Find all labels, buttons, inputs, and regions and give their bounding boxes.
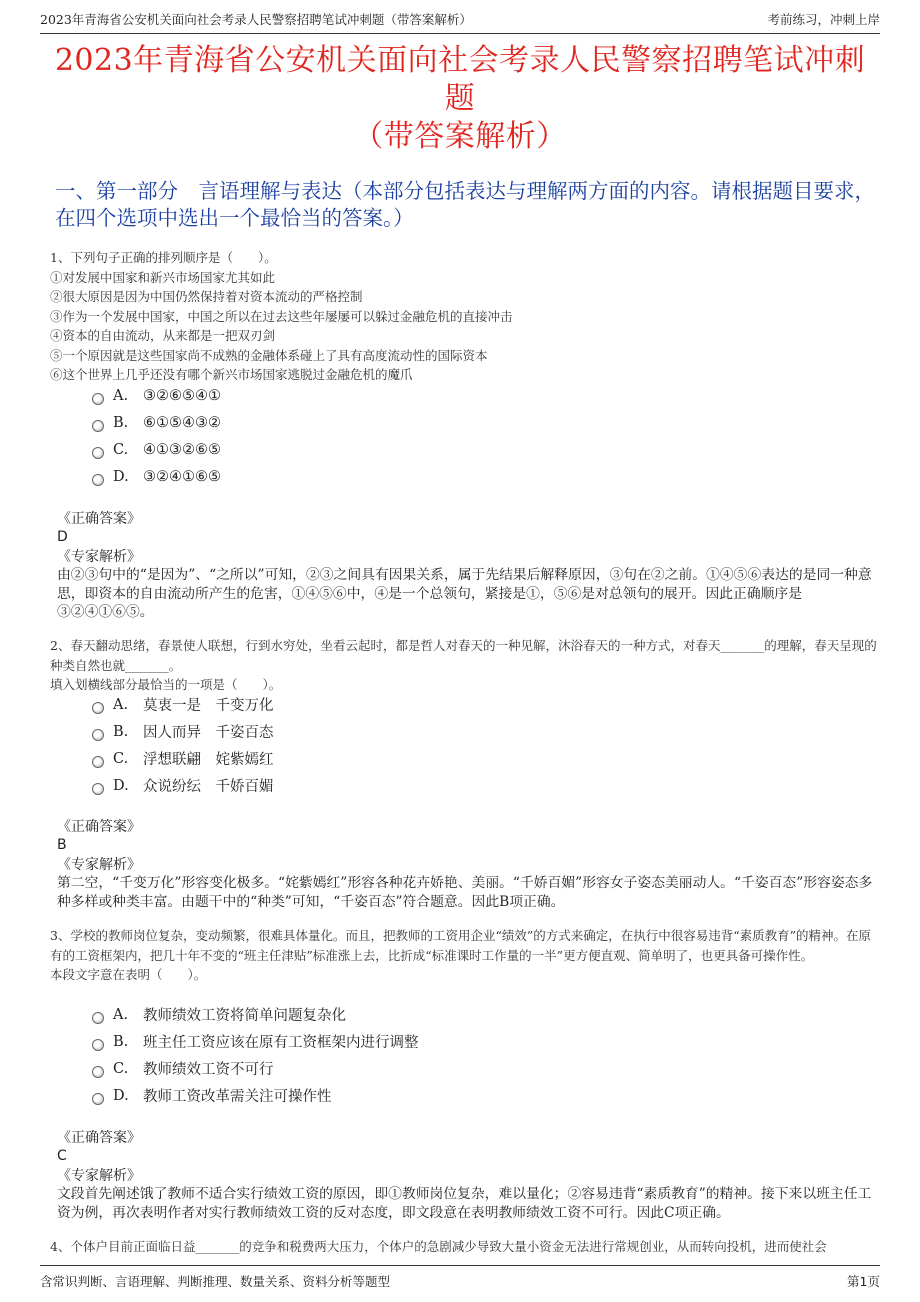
stem-line: 1、下列句子正确的排列顺序是（ ）。: [50, 250, 277, 265]
question-3-stem: [50, 926, 880, 985]
explanation-text: 文段首先阐述饿了教师不适合实行绩效工资的原因，即①教师岗位复杂，难以量化；②容易违背“素质教育”的精神。接下来以班主任工资为例，再次表明作者对实行教师绩效工资的反对态度，即文段意在表明教师绩效工资不可行。因此C项正确。: [57, 1186, 872, 1221]
footer-note: 含常识判断、言语理解、判断推理、数量关系、资料分析等题型: [40, 1273, 391, 1289]
page-header: [40, 10, 880, 34]
option-b[interactable]: [92, 1028, 419, 1055]
option-text: 浮想联翩 姹紫嫣红: [143, 752, 274, 768]
stem-line: 本段文字意在表明（ ）。: [50, 967, 207, 982]
answer-label: 《正确答案》: [57, 511, 141, 527]
option-text: 众说纷纭 千娇百媚: [143, 779, 274, 795]
question-2-options: [92, 691, 274, 799]
stem-line: ①对发展中国家和新兴市场国家尤其如此: [50, 269, 276, 285]
question-1-options: [92, 382, 221, 490]
question-1-answer: [57, 510, 880, 622]
question-4-stem: [50, 1237, 880, 1257]
stem-line: 填入划横线部分最恰当的一项是（ ）。: [50, 677, 282, 692]
option-c[interactable]: [92, 745, 274, 772]
radio-icon[interactable]: [92, 1012, 104, 1024]
question-3-answer: [57, 1129, 880, 1222]
option-letter: D.: [113, 468, 129, 485]
title-line-2: （带答案解析）: [353, 119, 567, 154]
option-letter: A.: [113, 387, 129, 404]
stem-line: ③作为一个发展中国家，中国之所以在过去这些年屡屡可以躲过金融危机的直接冲击: [50, 308, 513, 324]
stem-line: ②很大原因是因为中国仍然保持着对资本流动的严格控制: [50, 289, 363, 304]
explanation-label: 《专家解析》: [57, 1168, 141, 1184]
option-text: 莫衷一是 千变万化: [143, 698, 274, 714]
option-letter: D.: [113, 1087, 129, 1104]
question-1-stem: [50, 248, 880, 385]
option-a[interactable]: [92, 691, 274, 718]
section-heading: 一、第一部分 言语理解与表达（本部分包括表达与理解两方面的内容。请根据题目要求，在四个选项中选出一个最恰当的答案。）: [55, 179, 875, 230]
answer-label: 《正确答案》: [57, 1130, 141, 1146]
explanation-label: 《专家解析》: [57, 549, 141, 565]
radio-icon[interactable]: [92, 783, 104, 795]
option-text: ③②④①⑥⑤: [143, 468, 221, 485]
radio-icon[interactable]: [92, 702, 104, 714]
option-letter: D.: [113, 777, 129, 794]
explanation-label: 《专家解析》: [57, 857, 141, 873]
option-a[interactable]: [92, 1001, 419, 1028]
header-title: 2023年青海省公安机关面向社会考录人民警察招聘笔试冲刺题（带答案解析）: [40, 12, 472, 27]
stem-line: ⑥这个世界上几乎还没有哪个新兴市场国家逃脱过金融危机的魔爪: [50, 367, 413, 382]
option-letter: C.: [113, 441, 129, 458]
radio-icon[interactable]: [92, 756, 104, 768]
option-letter: C.: [113, 1060, 129, 1077]
radio-icon[interactable]: [92, 474, 104, 486]
option-text: ④①③②⑥⑤: [143, 441, 221, 458]
radio-icon[interactable]: [92, 1039, 104, 1051]
explanation-text: 第二空，“千变万化”形容变化极多。“姹紫嫣红”形容各种花卉娇艳、美丽。“千娇百媚”形容女子姿态美丽动人。“千姿百态”形容姿态多种多样或种类丰富。由题干中的“种类”可知，“千姿百态”符合题意。因此B项正确。: [57, 875, 873, 910]
option-text: ⑥①⑤④③②: [143, 414, 221, 431]
option-d[interactable]: [92, 463, 221, 490]
option-d[interactable]: [92, 772, 274, 799]
radio-icon[interactable]: [92, 1093, 104, 1105]
option-letter: B.: [113, 723, 129, 740]
stem-line: ④资本的自由流动，从来都是一把双刃剑: [50, 328, 276, 343]
answer-value: C: [57, 1148, 67, 1164]
option-text: 班主任工资应该在原有工资框架内进行调整: [143, 1035, 419, 1051]
option-text: 因人而异 千姿百态: [143, 725, 274, 741]
option-letter: A.: [113, 1006, 129, 1023]
option-text: 教师绩效工资不可行: [143, 1062, 274, 1078]
radio-icon[interactable]: [92, 393, 104, 405]
answer-value: D: [57, 529, 68, 545]
header-slogan: 考前练习，冲刺上岸: [767, 12, 880, 27]
radio-icon[interactable]: [92, 420, 104, 432]
option-letter: B.: [113, 1033, 129, 1050]
answer-value: B: [57, 837, 67, 853]
radio-icon[interactable]: [92, 729, 104, 741]
radio-icon[interactable]: [92, 447, 104, 459]
radio-icon[interactable]: [92, 1066, 104, 1078]
stem-line: ⑤一个原因就是这些国家尚不成熟的金融体系碰上了具有高度流动性的国际资本: [50, 347, 488, 363]
option-a[interactable]: [92, 382, 221, 409]
title-line-1: 2023年青海省公安机关面向社会考录人民警察招聘笔试冲刺题: [54, 43, 866, 116]
document-title: [40, 42, 880, 156]
question-2-answer: [57, 818, 880, 911]
stem-line: 2、春天翻动思绪，春景使人联想，行到水穷处，坐看云起时，都是哲人对春天的一种见解，沐浴春天的一种方式，对春天_______的理解，春天呈现的种类自然也就_______。: [50, 638, 877, 673]
page-num: 1: [859, 1273, 868, 1289]
option-letter: B.: [113, 414, 129, 431]
option-letter: C.: [113, 750, 129, 767]
option-d[interactable]: [92, 1082, 419, 1109]
page-prefix: 第: [847, 1273, 860, 1289]
option-c[interactable]: [92, 1055, 419, 1082]
option-b[interactable]: [92, 409, 221, 436]
answer-label: 《正确答案》: [57, 819, 141, 835]
option-text: 教师绩效工资将简单问题复杂化: [143, 1008, 346, 1024]
option-c[interactable]: [92, 436, 221, 463]
page-number: [847, 1272, 880, 1290]
stem-line: 3、学校的教师岗位复杂，变动频繁，很难具体量化。而且，把教师的工资用企业“绩效”的方式来确定，在执行中很容易违背“素质教育”的精神。在原有的工资框架内，把几十年不变的“班主任津贴”标准涨上去，比折成“标准课时工作量的一半”更方便直观、简单明了，也更具备可操作性。: [50, 928, 872, 963]
page-suffix: 页: [867, 1273, 880, 1289]
page-footer: [40, 1265, 880, 1295]
question-2-stem: [50, 636, 880, 695]
option-text: 教师工资改革需关注可操作性: [143, 1089, 332, 1105]
option-text: ③②⑥⑤④①: [143, 387, 221, 404]
stem-line: 4、个体户目前正面临日益_______的竞争和税费两大压力，个体户的急剧减少导致大量小资金无法进行常规创业，从而转向投机，进而使社会: [50, 1239, 827, 1254]
question-3-options: [92, 1001, 419, 1109]
option-b[interactable]: [92, 718, 274, 745]
explanation-text: 由②③句中的“是因为”、“之所以”可知，②③之间具有因果关系，属于先结果后解释原因，③句在②之前。①④⑤⑥表达的是同一种意思，即资本的自由流动所产生的危害，①④⑤⑥中，④是一个总领句，紧接是①，⑤⑥是对总领句的展开。因此正确顺序是③②④①⑥⑤。: [57, 567, 872, 620]
option-letter: A.: [113, 696, 129, 713]
